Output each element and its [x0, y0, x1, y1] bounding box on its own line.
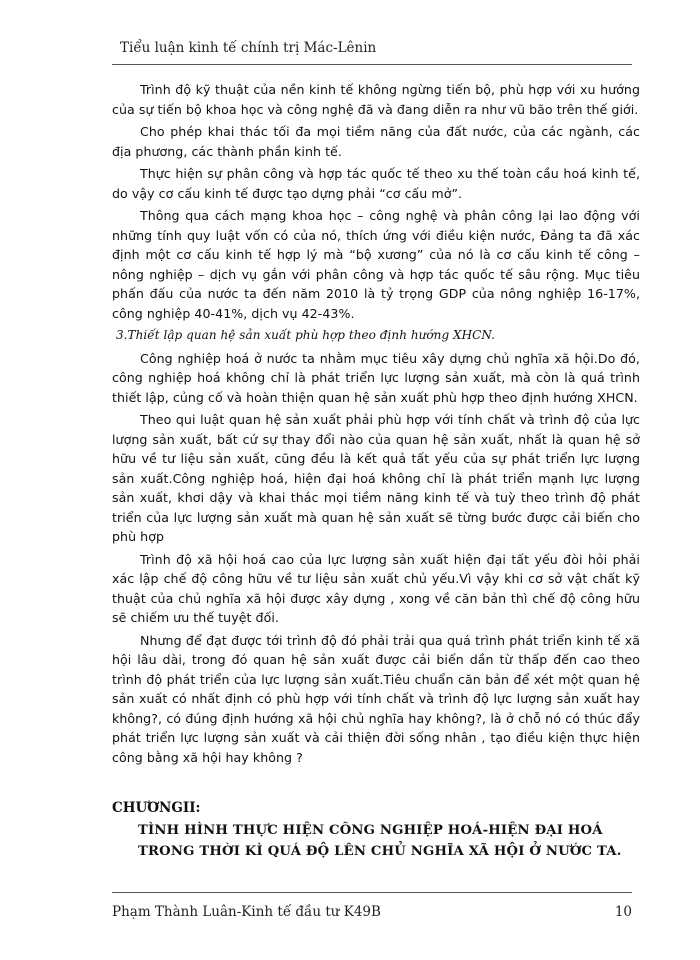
footer-divider [112, 892, 632, 893]
page-number: 10 [614, 904, 632, 920]
paragraph-3: Thực hiện sự phân công và hợp tác quốc tế theo xu thế toàn cầu hoá kinh tế, do vậy cơ cấu kinh tế được tạo dựng phải “cơ cấu mở”. [112, 166, 640, 201]
paragraph-1: Trình độ kỹ thuật của nền kinh tế không ngừng tiến bộ, phù hợp với xu hướng của sự tiến bộ khoa học và công nghệ đã và đang diễn ra như vũ bão trên thế giới. [112, 82, 640, 117]
paragraph-5: Công nghiệp hoá ở nước ta nhằm mục tiêu xây dựng chủ nghĩa xã hội.Do đó, công nghiệp hoá không chỉ là phát triển lực lượng sản xuất, mà còn là quá trình thiết lập, củng cố và hoàn thiện quan hệ sản xuất phù hợp theo định hướng XHCN. [112, 350, 640, 405]
paragraph-6: Theo qui luật quan hệ sản xuất phải phù hợp với tính chất và trình độ của lực lượng sản xuất, bất cứ sự thay đổi nào của quan hệ sản xuất, nhất là quan hệ sở hữu về tư liệu sản xuất, cũng đều là kết quả tất yếu của sự phát triển lực lượng sản xuất.Công nghiệp hoá, hiện đại hoá không chỉ là phát triển mạnh lực lượng sản xuất, khơi dậy và khai thác mọi tiềm năng kinh tế và tuỳ theo trình độ phát triển của lực lượng sản xuất mà quan hệ sản xuất sẽ từng bước được cải biến cho phù hợp [112, 412, 640, 544]
paragraph-2: Cho phép khai thác tối đa mọi tiềm năng của đất nước, của các ngành, các địa phương, các thành phần kinh tế. [112, 124, 640, 159]
paragraph-7: Trình độ xã hội hoá cao của lực lượng sản xuất hiện đại tất yếu đòi hỏi phải xác lập chế độ công hữu về tư liệu sản xuất chủ yếu.Vì vậy khi cơ sở vật chất kỹ thuật của chủ nghĩa xã hội được xây dựng , xong về căn bản thì chế độ công hữu sẽ chiếm ưu thế tuyệt đối. [112, 551, 640, 625]
chapter-label: CHƯƠNGII: [112, 800, 201, 816]
body-text [112, 80, 640, 770]
section-heading: 3.Thiết lập quan hệ sản xuất phù hợp theo định hướng XHCN. [116, 328, 496, 342]
header-divider [112, 64, 632, 65]
paragraph-8: Nhưng để đạt được tới trình độ đó phải trải qua quá trình phát triển kinh tế xã hội lâu dài, trong đó quan hệ sản xuất được cải biến dần từ thấp đến cao theo trình độ phát triển của lực lượng sản xuất.Tiêu chuẩn căn bản để xét một quan hệ sản xuất có nhất định có phù hợp với tính chất và trình độ lực lượng sản xuất hay không?, có đúng định hướng xã hội chủ nghĩa hay không?, là ở chỗ nó có thúc đẩy phát triển lực lượng sản xuất và cải thiện đời sống nhân , tạo điều kiện thực hiện công bằng xã hội hay không ? [112, 632, 640, 765]
page-header-title: Tiểu luận kinh tế chính trị Mác-Lênin [120, 40, 377, 56]
paragraph-4: Thông qua cách mạng khoa học – công nghệ và phân công lại lao động với những tính quy luật vốn có của nó, thích ứng với điều kiện nước, Đảng ta đã xác định một cơ cấu kinh tế hợp lý mà “bộ xương” của nó là cơ cấu kinh tế công – nông nghiệp – dịch vụ gắn với phân công và hợp tác quốc tế sâu rộng. Mục tiêu phấn đấu của nước ta đến năm 2010 là tỷ trọng GDP của nông nghiệp 16-17%, công nghiệp 40-41%, dịch vụ 42-43%. [112, 208, 640, 321]
chapter-title-line-1: TÌNH HÌNH THỰC HIỆN CÔNG NGHIỆP HOÁ-HIỆN ĐẠI HOÁ [138, 823, 603, 838]
footer-author: Phạm Thành Luân-Kinh tế đầu tư K49B [112, 904, 381, 920]
chapter-heading [112, 800, 652, 862]
chapter-title-line-2: TRONG THỜI KÌ QUÁ ĐỘ LÊN CHỦ NGHĨA XÃ HỘI Ở NƯỚC TA. [138, 844, 622, 859]
